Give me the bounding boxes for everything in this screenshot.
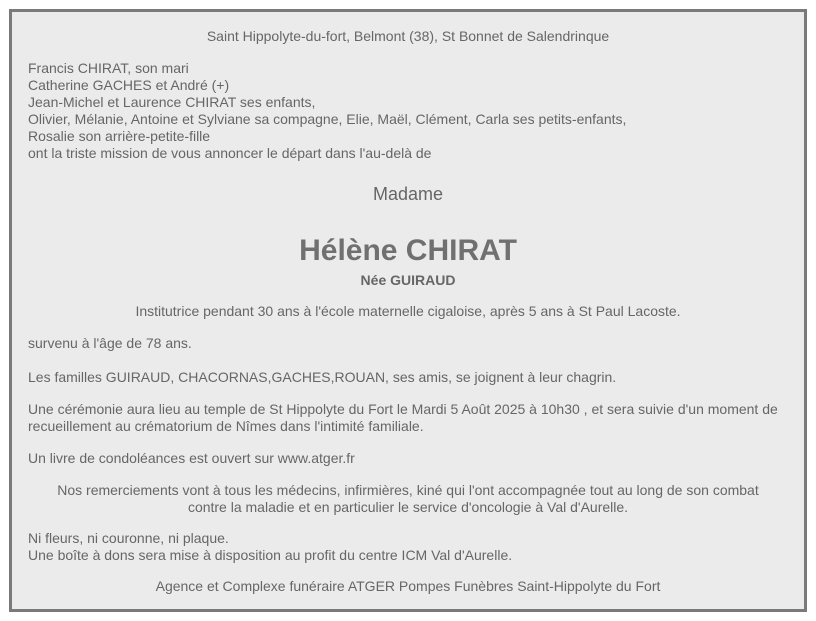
ceremony-paragraph: Une cérémonie aura lieu au temple de St Hippolyte du Fort le Mardi 5 Août 2025 à 10h30 , et sera suivie d'un moment de recueillement au crématorium de Nîmes dans l'intimité familiale. [28,401,778,434]
occupation-line: Institutrice pendant 30 ans à l'école maternelle cigaloise, après 5 ans à St Paul Lacoste. [135,303,681,319]
family-line: Olivier, Mélanie, Antoine et Sylviane sa compagne, Elie, Maël, Clément, Carla ses petits-enfants, [28,111,627,127]
flowers-paragraph [28,530,788,564]
family-line: Jean-Michel et Laurence CHIRAT ses enfants, [28,94,316,110]
family-line: Catherine GACHES et André (+) [28,77,230,93]
agency-line: Agence et Complexe funéraire ATGER Pompes Funèbres Saint-Hippolyte du Fort [155,578,661,594]
family-list [28,60,788,162]
families-line: Les familles GUIRAUD, CHACORNAS,GACHES,ROUAN, ses amis, se joignent à leur chagrin. [28,369,617,385]
family-line: Rosalie son arrière-petite-fille [28,128,211,144]
thanks-paragraph [28,482,788,516]
thanks-line: contre la maladie et en particulier le service d'oncologie à Val d'Aurelle. [187,499,629,515]
flowers-line: Ni fleurs, ni couronne, ni plaque. [28,530,229,546]
thanks-line: Nos remerciements vont à tous les médecins, infirmières, kiné qui l'ont accompagnée tout au long de son combat [57,482,759,498]
deceased-name: Hélène CHIRAT [299,234,517,267]
condolences-line: Un livre de condoléances est ouvert sur www.atger.fr [28,450,355,466]
donation-line: Une boîte à dons sera mise à disposition au profit du centre ICM Val d'Aurelle. [28,547,513,563]
places-line: Saint Hippolyte-du-fort, Belmont (38), St Bonnet de Salendrinque [206,28,610,44]
maiden-name: Née GUIRAUD [360,272,456,288]
honorific: Madame [372,184,444,204]
family-line: ont la triste mission de vous annoncer le départ dans l'au-delà de [28,145,432,161]
age-line: survenu à l'âge de 78 ans. [28,335,192,351]
obituary-notice [9,9,807,612]
family-line: Francis CHIRAT, son mari [28,60,189,76]
